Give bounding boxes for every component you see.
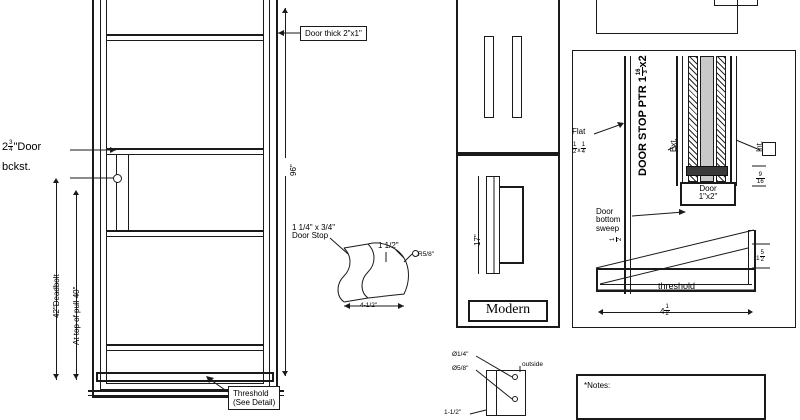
int-jamb-line-2 [736, 56, 737, 186]
height-label: 96" [289, 164, 298, 176]
threshold-name-label: threshold [658, 281, 696, 291]
modern-pull-arm-bottom [500, 262, 524, 264]
notes-label: *Notes: [584, 381, 611, 390]
flat-label: Flat [572, 127, 586, 136]
door-stop-label: 1 1/4" x 3/4" Door Stop [292, 223, 336, 241]
left-small-dim: 1 2 [610, 237, 623, 241]
threshold-width-label: 4 $\frac{1}{2}$ [660, 304, 669, 317]
door-stop-radius-label: R5/8" [418, 251, 435, 258]
modern-upper-box [456, 0, 560, 154]
door-leaf [106, 0, 264, 384]
hinge-hole-bottom [512, 396, 518, 402]
height-dim-line-lower [285, 176, 286, 376]
door-stop-dim-label: 1 1/2" [378, 241, 399, 250]
height-dim-arrow-top [282, 8, 288, 13]
pull-dim-arrow-bottom [73, 374, 79, 379]
ext-label: Ext. [669, 138, 678, 152]
hinge-plate-body [486, 370, 526, 416]
door-rail-mid-lower-2 [106, 236, 264, 237]
dia-quarter-label: Ø1/4" [452, 351, 469, 358]
door-rail-bottom-2 [106, 350, 264, 351]
stop-hatch-right [716, 56, 726, 182]
stop-hatch-left [688, 56, 698, 182]
pull-height-label: At top of pull 40" [72, 286, 81, 345]
threshold-width-arrow-right [748, 309, 753, 315]
pull-dim-arrow-top [73, 190, 79, 195]
door-head-solid [686, 166, 728, 176]
door-stop-ptr-label: DOOR STOP PTR 1 16 3 x2 [636, 55, 649, 176]
modern-pull-bar [522, 186, 524, 264]
door-rail-top [106, 34, 264, 36]
lock-stile-edge [116, 154, 117, 230]
dia-five-eighth-label: Ø5/8" [452, 365, 469, 372]
door-rail-top-2 [106, 40, 264, 41]
stop-line-a [676, 56, 678, 186]
hinge-plate-fold [496, 370, 497, 416]
door-rail-bottom [106, 344, 264, 346]
backset-fraction: $\frac{3}{4}$ [9, 140, 13, 153]
height-dim-line-upper [285, 8, 286, 158]
door-rail-mid-upper-2 [106, 154, 264, 155]
door-stop-width-label: 4-1/2" [360, 302, 378, 309]
deadbolt-dim-arrow-top [53, 178, 59, 183]
modern-slot-left [484, 36, 494, 118]
backset-tail: "Door [13, 141, 42, 153]
threshold-right-inner [748, 230, 749, 284]
int-jamb-line [730, 56, 732, 186]
deadbolt-hole [113, 174, 122, 183]
threshold-top [596, 268, 756, 270]
lock-stile-top [116, 154, 128, 155]
backset-num: 2 [2, 141, 9, 153]
right-dim-2: 1 $\frac{5}{2}$ [756, 250, 764, 263]
height-dim-arrow-bottom [282, 371, 288, 376]
deadbolt-dim-arrow-bottom [53, 374, 59, 379]
top-right-tag-box [714, 0, 758, 6]
jamb-outer-line [624, 56, 626, 294]
one-half-bottom-label: 1-1/2" [444, 409, 462, 416]
threshold-width-dim-line [602, 312, 750, 313]
lock-stile-bottom [116, 230, 128, 231]
door-lock-stile [128, 154, 129, 230]
flat-dim-label: $\frac{1}{2}$ x $\frac{1}{4}$ [573, 142, 585, 155]
section-mark-box [762, 142, 776, 156]
right-dim-1: $\frac{9}{16}$ [757, 172, 764, 185]
modern-slot-right [512, 36, 522, 118]
modern-pull-arm-top [500, 186, 524, 188]
outside-label: outside [522, 361, 543, 368]
modern-pull-dim-line [478, 176, 479, 274]
deadbolt-label: 42"Deadbolt [52, 274, 61, 318]
hinge-hole-top [512, 374, 518, 380]
door-rail-mid-upper [106, 148, 264, 150]
door-thick-callout: Door thick 2"x1" [300, 26, 367, 41]
door-bottom-sweep-label: Door bottom sweep [596, 207, 621, 233]
modern-title: Modern [485, 302, 531, 317]
door-rail-mid-lower [106, 230, 264, 232]
radius-leader-circle [412, 250, 419, 257]
threshold-sill [96, 372, 274, 382]
backset-label-2: bckst. [2, 161, 31, 173]
threshold-right-top [748, 230, 756, 231]
threshold-left-edge [596, 268, 598, 290]
stop-line-b [682, 56, 683, 186]
door-panel-fill [700, 56, 714, 182]
backset-label [2, 140, 41, 154]
modern-pull-plate [486, 176, 500, 274]
modern-height-label: 17" [473, 234, 482, 246]
jamb-outer-line-2 [630, 56, 631, 294]
threshold-width-arrow-left [598, 309, 603, 315]
door-size-label: Door 1"x2" [698, 184, 718, 202]
int-label: Int. [755, 140, 764, 152]
threshold-detail-callout: Threshold (See Detail) [228, 386, 280, 410]
